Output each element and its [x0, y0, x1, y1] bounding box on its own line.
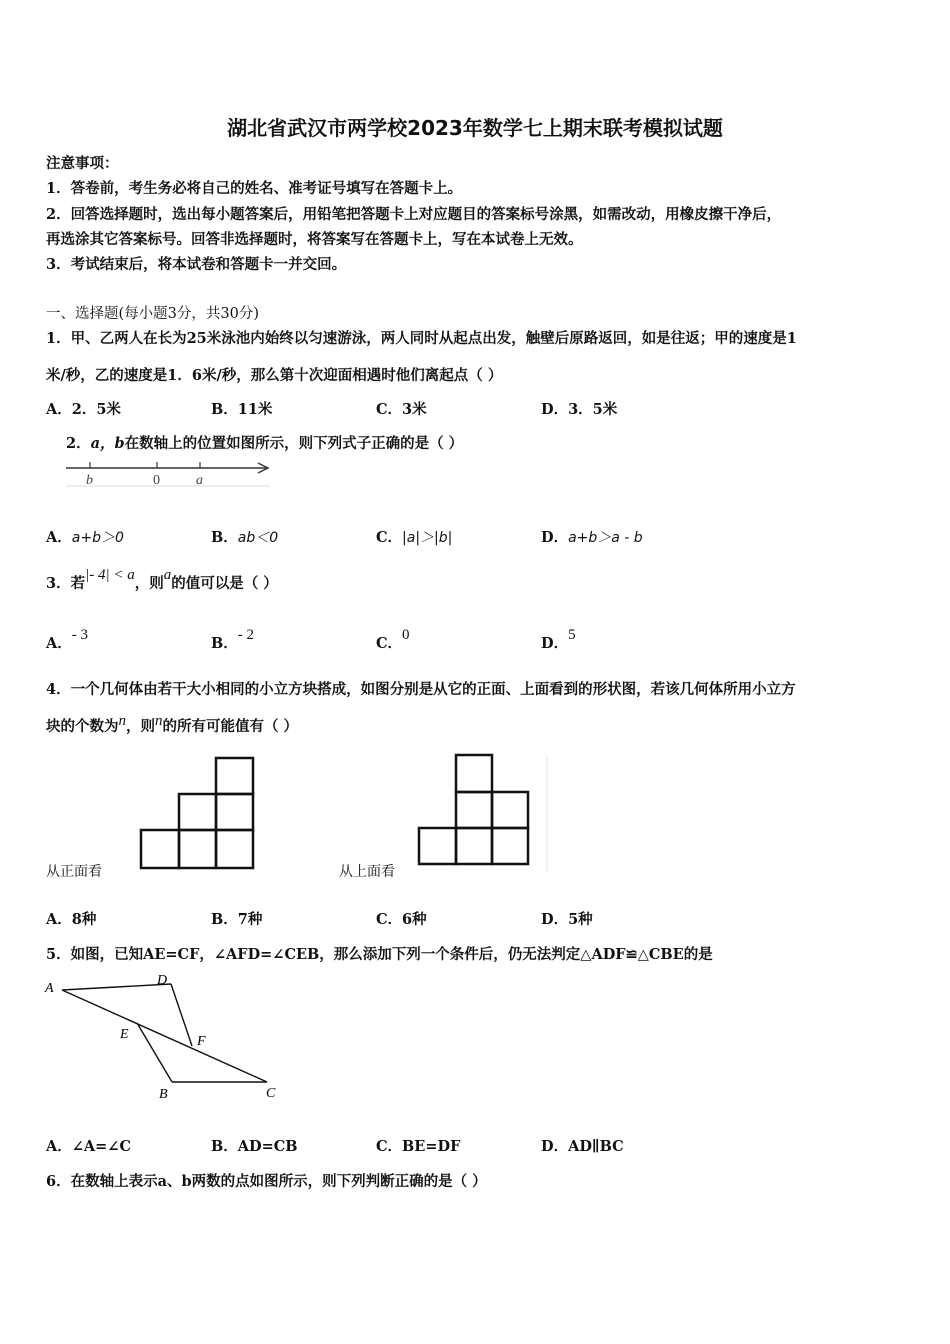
question-4-var: n — [118, 713, 126, 729]
exam-title: 湖北省武汉市两学校2023年数学七上期末联考模拟试题 — [227, 116, 723, 140]
option-expression: |a|＞|b| — [402, 530, 453, 546]
question-2-stem: 在数轴上的位置如图所示，则下列式子正确的是（ ） — [124, 435, 464, 452]
question-6-text: 6．在数轴上表示a、b两数的点如图所示，则下列判断正确的是（ ） — [46, 1173, 487, 1190]
option-d — [541, 526, 643, 547]
question-4-text: 块的个数为 — [46, 718, 119, 735]
option-a: A．8种 — [46, 911, 97, 928]
option-b: B．11米 — [211, 401, 273, 418]
option-a — [46, 627, 89, 653]
option-b — [211, 627, 255, 653]
point-d: D — [157, 973, 168, 988]
notice-item: 1．答卷前，考生务必将自己的姓名、准考证号填写在答题卡上。 — [46, 180, 463, 197]
option-letter: C． — [376, 529, 403, 546]
question-2-text — [66, 432, 463, 453]
axis-label-b: b — [86, 473, 93, 488]
question-4-line1: 4．一个几何体由若干大小相同的小立方块搭成，如图分别是从它的正面、上面看到的形状图，若该几何体所用小立方 — [46, 681, 796, 698]
axis-label-a: a — [196, 473, 203, 488]
option-c: C．3米 — [376, 401, 427, 418]
question-2-number: 2． — [66, 435, 91, 452]
option-a: A．∠A=∠C — [46, 1138, 131, 1155]
option-d: D．3．5米 — [541, 401, 618, 418]
point-b: B — [159, 1087, 168, 1102]
option-value: 5 — [568, 627, 576, 643]
question-1-line2: 米/秒，乙的速度是1．6米/秒，那么第十次迎面相遇时他们离起点（ ） — [46, 367, 503, 384]
question-3-prefix: 3．若 — [46, 575, 86, 592]
number-line-figure — [62, 458, 277, 490]
question-5-text: 5．如图，已知AE=CF，∠AFD=∠CEB，那么添加下列一个条件后，仍无法判定△ADF≌△CBE的是 — [46, 946, 713, 963]
question-1-line1: 1．甲、乙两人在长为25米泳池内始终以匀速游泳，两人同时从起点出发，触壁后原路返回，如是往返；甲的速度是1 — [46, 330, 797, 347]
front-view-figure — [134, 752, 264, 878]
option-letter: A． — [46, 529, 72, 546]
option-letter: A． — [46, 635, 72, 652]
option-letter: D． — [541, 635, 569, 652]
question-4-text: ，则 — [126, 718, 155, 735]
question-3-suffix: 的值可以是（ ） — [171, 575, 278, 592]
section-heading: 一、选择题(每小题3分，共30分) — [46, 306, 259, 322]
triangle-figure — [40, 968, 290, 1108]
option-c: C．6种 — [376, 911, 427, 928]
option-c — [376, 526, 452, 547]
front-view-label: 从正面看 — [46, 864, 102, 880]
notice-item: 3．考试结束后，将本试卷和答题卡一并交回。 — [46, 256, 347, 273]
option-a: A．2．5米 — [46, 401, 121, 418]
option-expression: a+b＞a - b — [568, 530, 643, 546]
option-value: - 3 — [71, 627, 89, 643]
question-4-var: n — [155, 713, 163, 729]
point-f: F — [197, 1034, 206, 1049]
axis-label-0: 0 — [153, 473, 160, 488]
question-4-line2 — [46, 715, 298, 736]
option-expression: ab＜0 — [237, 530, 279, 546]
option-value: - 2 — [237, 627, 255, 643]
option-d: D．5种 — [541, 911, 593, 928]
top-view-figure — [412, 750, 557, 876]
top-view-label: 从上面看 — [339, 864, 395, 880]
option-b — [211, 526, 278, 547]
option-letter: D． — [541, 529, 569, 546]
notice-heading: 注意事项： — [46, 155, 119, 172]
option-a — [46, 526, 124, 547]
notice-item: 2．回答选择题时，选出每小题答案后，用铅笔把答题卡上对应题目的答案标号涂黑，如需改动，用橡皮擦干净后， — [46, 206, 782, 223]
option-d — [541, 627, 576, 653]
question-3-var: a — [163, 567, 172, 583]
option-letter: B． — [211, 635, 238, 652]
option-letter: B． — [211, 529, 238, 546]
question-3-text — [46, 567, 278, 593]
point-c: C — [266, 1086, 276, 1101]
option-c — [376, 627, 410, 653]
option-letter: C． — [376, 635, 403, 652]
option-expression: a+b＞0 — [71, 530, 124, 546]
option-c: C．BE=DF — [376, 1138, 461, 1155]
question-2-vars: a，b — [90, 435, 125, 452]
point-e: E — [120, 1027, 129, 1042]
option-b: B．AD=CB — [211, 1138, 298, 1155]
option-value: 0 — [402, 627, 410, 643]
option-b: B．7种 — [211, 911, 263, 928]
question-3-condition: |- 4| < a — [85, 567, 135, 583]
question-3-middle: ，则 — [134, 575, 164, 592]
option-d: D．AD∥BC — [541, 1138, 624, 1155]
question-4-text: 的所有可能值有（ ） — [162, 718, 299, 735]
point-a: A — [45, 981, 54, 996]
notice-item: 再选涂其它答案标号。回答非选择题时，将答案写在答题卡上，写在本试卷上无效。 — [46, 231, 583, 248]
